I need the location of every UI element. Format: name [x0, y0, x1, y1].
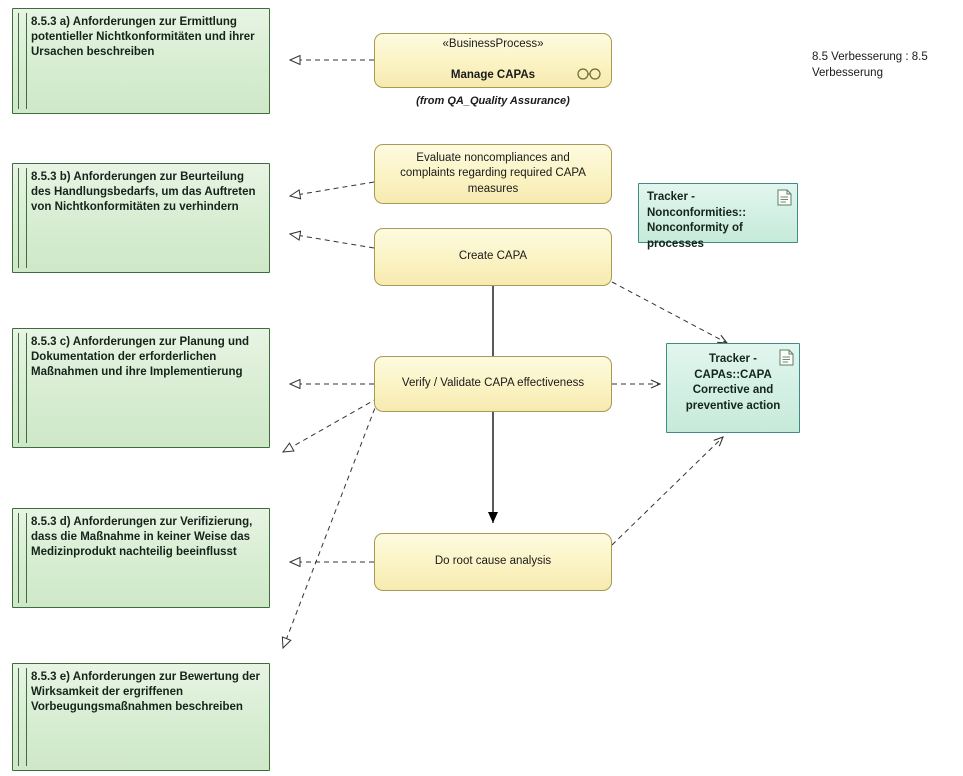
edge-evaluate-to-req-b [290, 182, 374, 196]
edge-verify-to-req-e [283, 400, 378, 648]
edge-verify-to-req-c-corner [283, 398, 378, 452]
requirement-label: 8.5.3 c) Anforderungen zur Planung und Dokumentation der erforderlichen Maßnahmen und ihre Implementierung [31, 336, 250, 379]
business-process-icon [577, 68, 603, 80]
process-manage-capas[interactable] [374, 33, 612, 88]
activity-label: Evaluate noncompliances and complaints regarding required CAPA measures [400, 151, 586, 195]
document-icon [779, 349, 794, 366]
note-8-5-verbesserung: 8.5 Verbesserung : 8.5 Verbesserung [812, 51, 928, 79]
activity-evaluate-noncompliances[interactable] [374, 144, 612, 204]
activity-verify-validate-capa-effectiveness[interactable] [374, 356, 612, 412]
activity-do-root-cause-analysis[interactable] [374, 533, 612, 591]
edge-rootcause-to-tracker-capas [612, 437, 723, 545]
activity-create-capa[interactable] [374, 228, 612, 286]
activity-label: Do root cause analysis [434, 555, 552, 568]
requirement-side-bar [18, 168, 27, 268]
requirement-label: 8.5.3 d) Anforderungen zur Verifizierung, dass die Maßnahme in keiner Weise das Medizinprodukt nachteilig beeinflusst [31, 516, 253, 559]
activity-label: Create CAPA [458, 250, 528, 263]
process-text-block [429, 22, 558, 100]
tracker-capas[interactable] [666, 343, 800, 433]
process-stereotype: «BusinessProcess» [442, 38, 544, 51]
tracker-label: Tracker - CAPAs::CAPA Corrective and preventive action [685, 353, 781, 412]
requirement-side-bar [18, 13, 27, 109]
requirement-8-5-3-d[interactable] [12, 508, 270, 608]
requirement-side-bar [18, 333, 27, 443]
process-name: Manage CAPAs [450, 69, 536, 82]
edge-create-capa-to-req-b [290, 234, 374, 248]
activity-label: Verify / Validate CAPA effectiveness [401, 377, 585, 390]
requirement-label: 8.5.3 a) Anforderungen zur Ermittlung potentieller Nichtkonformitäten und ihrer Ursachen beschreiben [31, 16, 255, 59]
requirement-side-bar [18, 668, 27, 766]
process-from-label: (from QA_Quality Assurance) [416, 95, 570, 107]
requirement-8-5-3-c[interactable] [12, 328, 270, 448]
edge-create-capa-to-tracker-capas [612, 282, 727, 343]
requirement-8-5-3-b[interactable] [12, 163, 270, 273]
requirement-8-5-3-a[interactable] [12, 8, 270, 114]
requirement-side-bar [18, 513, 27, 603]
document-icon [777, 189, 792, 206]
requirement-label: 8.5.3 e) Anforderungen zur Bewertung der Wirksamkeit der ergriffenen Vorbeugungsmaßnahmen beschreiben [31, 671, 260, 714]
requirement-8-5-3-e[interactable] [12, 663, 270, 771]
requirement-label: 8.5.3 b) Anforderungen zur Beurteilung des Handlungsbedarfs, um das Auftreten von Nichtkonformitäten zu verhindern [31, 171, 256, 214]
tracker-nonconformities[interactable] [638, 183, 798, 250]
tracker-label: Tracker - Nonconformities:: Nonconformity of processes [647, 191, 747, 250]
